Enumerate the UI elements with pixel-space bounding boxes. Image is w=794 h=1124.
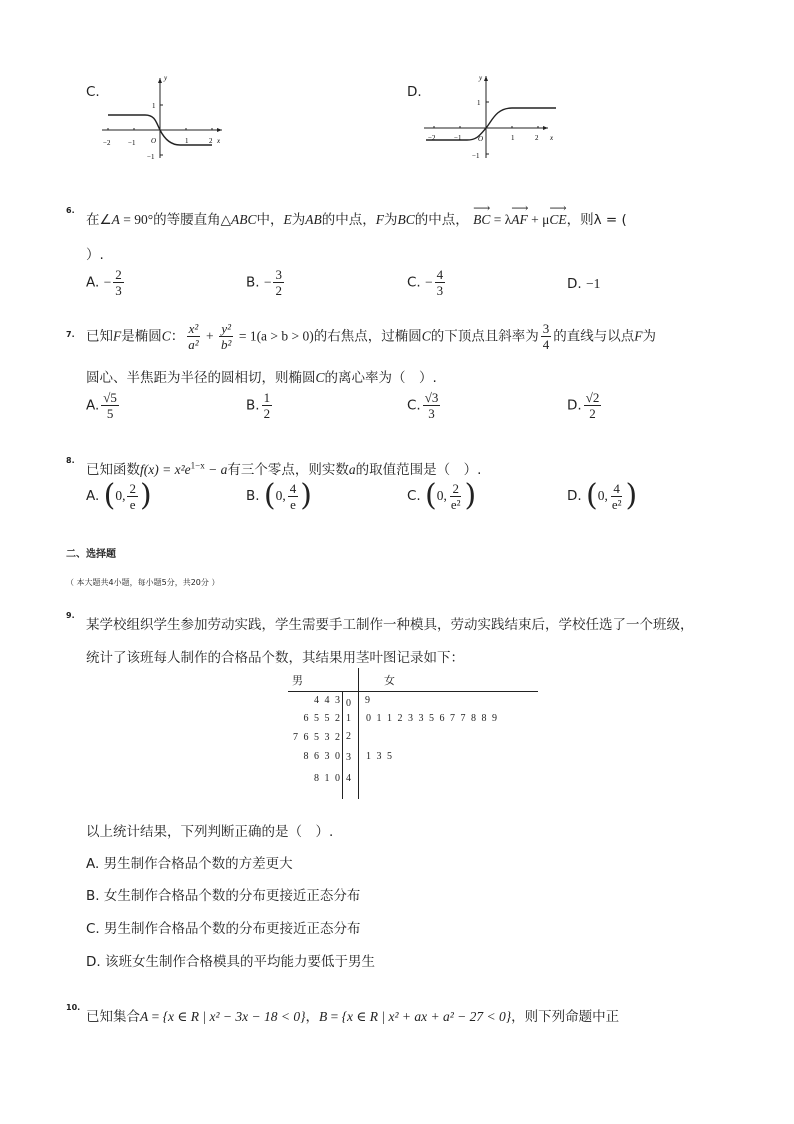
q8-number: 8. <box>66 456 75 465</box>
q7-option-b[interactable]: B. $\frac{1}{2}$ <box>246 390 271 421</box>
boys-row-4: 8 1 0 <box>314 773 340 784</box>
q7-stem: 已知F是椭圆C： $\frac{\text{x²}}{\text{a²}}$ + $\frac{\text{y²}}{\text{b²}}$ = 1(a > b > 0)的右焦点，过椭圆C的下顶点且斜率为 $\frac{3}{4}$ 的直线与以点F为 <box>86 321 657 352</box>
option-c-label[interactable]: C. <box>86 84 100 100</box>
x-label: x <box>550 134 554 142</box>
q9-option-d[interactable]: D. 该班女生制作合格模具的平均能力要低于男生 <box>86 954 375 970</box>
stem-2: 2 <box>346 731 351 742</box>
q6-stem-line2: ）. <box>86 247 104 263</box>
header-girl: 女 <box>384 674 395 687</box>
origin-label: O <box>478 135 484 143</box>
x-tick-neg1: −1 <box>128 139 136 147</box>
boys-row-0: 4 4 3 <box>314 695 340 706</box>
x-tick-neg2: −2 <box>428 134 436 142</box>
q7-option-d[interactable]: D. $\frac{√2}{2}$ <box>567 390 600 421</box>
q8-stem: 已知函数$f(x) = x^2e^{1-x} - a$有三个零点，则实数a的取值范围是（ ）. <box>86 460 482 478</box>
q6-option-a[interactable]: A. − $\frac{2}{3}$ <box>86 267 122 298</box>
boys-row-3: 8 6 3 0 <box>303 751 340 762</box>
q6-number: 6. <box>66 206 75 215</box>
q8-option-d[interactable]: D. (0, $\frac{4}{\text{e²}}$ ) <box>567 478 638 513</box>
girls-row-1: 0 1 1 2 3 3 5 6 7 7 8 8 9 <box>366 713 497 724</box>
header-boy: 男 <box>292 674 303 687</box>
y-axis-arrow <box>158 78 162 83</box>
x-tick-neg2: −2 <box>103 139 111 147</box>
q6-option-b[interactable]: B. − $\frac{3}{2}$ <box>246 267 282 298</box>
q6-stem: 在∠A = 90°的等腰直角△ABC中，E为AB的中点，F为BC的中点， ⟶ BC = λ⟶ AF + μ⟶ CE，则λ = ( <box>86 208 627 228</box>
option-d-label[interactable]: D. <box>407 84 422 100</box>
x-tick-1: 1 <box>511 134 515 142</box>
q9-line1: 某学校组织学生参加劳动实践，学生需要手工制作一种模具，劳动实践结束后，学校任选了一个班级， <box>86 617 694 633</box>
q6-option-d[interactable]: D. −1 <box>567 276 601 292</box>
q9-option-a[interactable]: A. 男生制作合格品个数的方差更大 <box>86 856 293 872</box>
x-label: x <box>217 137 221 145</box>
boys-row-1: 6 5 5 2 <box>303 713 340 724</box>
x-tick-1: 1 <box>185 137 189 145</box>
stem-leaf-plot <box>276 668 542 800</box>
q8-option-a[interactable]: A. (0, $\frac{2}{e}$ ) <box>86 478 152 513</box>
x-tick-neg1: −1 <box>454 134 462 142</box>
q9-question: 以上统计结果，下列判断正确的是（ ）. <box>86 824 334 840</box>
boys-row-2: 7 6 5 3 2 <box>293 732 340 743</box>
girls-row-3: 1 3 5 <box>366 751 392 762</box>
graph-d <box>422 70 562 162</box>
q7-stem-line2: 圆心、半焦距为半径的圆相切，则椭圆C的离心率为（ ）. <box>86 370 437 386</box>
girls-row-0: 9 <box>365 695 370 706</box>
q10-number: 10. <box>66 1003 81 1012</box>
q9-number: 9. <box>66 611 75 620</box>
section-title: 二、选择题 <box>66 549 116 560</box>
y-label: y <box>164 74 168 82</box>
q8-option-c[interactable]: C. (0, $\frac{2}{\text{e²}}$ ) <box>407 478 477 513</box>
stem-1: 1 <box>346 713 351 724</box>
y-tick-neg1: −1 <box>147 153 155 160</box>
q7-number: 7. <box>66 330 75 339</box>
q9-line2: 统计了该班每人制作的合格品个数，其结果用茎叶图记录如下： <box>86 650 464 666</box>
q7-option-a[interactable]: A. $\frac{√5}{5}$ <box>86 390 117 421</box>
x-axis-arrow <box>543 126 548 130</box>
x-tick-2: 2 <box>209 137 213 145</box>
graph-c <box>100 70 230 160</box>
stem-0: 0 <box>346 698 351 709</box>
q9-option-b[interactable]: B. 女生制作合格品个数的分布更接近正态分布 <box>86 888 361 904</box>
y-label: y <box>479 74 483 82</box>
origin-label: O <box>151 137 157 145</box>
q6-option-c[interactable]: C. − $\frac{4}{3}$ <box>407 267 444 298</box>
q8-option-b[interactable]: B. (0, $\frac{4}{e}$ ) <box>246 478 312 513</box>
q9-option-c[interactable]: C. 男生制作合格品个数的分布更接近正态分布 <box>86 921 361 937</box>
y-tick-neg1: −1 <box>472 152 480 160</box>
x-axis-arrow <box>217 128 222 132</box>
q10-stem: 已知集合A = {x ∈ R | x² − 3x − 18 < 0}，B = {x ∈ R | x² + ax + a² − 27 < 0}，则下列命题中正 <box>86 1009 620 1025</box>
y-axis-arrow <box>484 76 488 81</box>
y-tick-1: 1 <box>477 99 481 107</box>
stem-4: 4 <box>346 773 351 784</box>
stem-3: 3 <box>346 752 351 763</box>
q7-option-c[interactable]: C. $\frac{√3}{3}$ <box>407 390 439 421</box>
section-note: （ 本大题共4小题，每小题5分，共20分 ） <box>66 578 220 587</box>
y-tick-1: 1 <box>152 102 156 110</box>
x-tick-2: 2 <box>535 134 539 142</box>
